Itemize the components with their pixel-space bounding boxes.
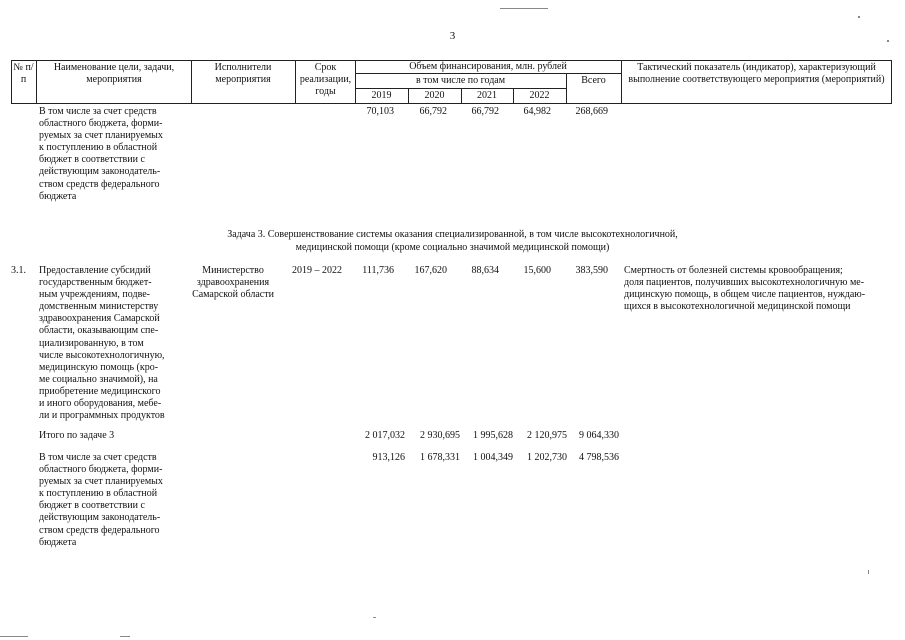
scan-mark — [0, 636, 28, 637]
value-2020: 2 930,695 — [420, 430, 460, 441]
header-executor: Исполнители мероприятия — [214, 62, 272, 85]
row-executor: Министерство здравоохранения Самарской области — [192, 265, 274, 301]
page-number: 3 — [449, 30, 456, 42]
header-indicator: Тактический показатель (индикатор), характеризующий выполнение соответствующего мероприятия (мероприятий) — [628, 62, 885, 85]
row-term: 2019 – 2022 — [292, 265, 342, 276]
header-term: Срок реализации, годы — [299, 62, 352, 97]
value-2022: 1 202,730 — [527, 452, 567, 463]
value-2021: 88,634 — [471, 265, 499, 276]
header-total: Всего — [581, 75, 606, 86]
value-2019: 2 017,032 — [365, 430, 405, 441]
task-title: Задача 3. Совершенствование системы оказания специализированной, в том числе высокотехнологичной, медицинской помощи (кроме социально значимой медицинской помощи) — [227, 229, 678, 253]
row-indicator: Смертность от болезней системы кровообращения; доля пациентов, получивших высокотехнологичную ме- дицинскую помощь, в общем числе пациентов, нуждаю- щихся в высокотехнологичной медицинской помощи — [624, 265, 866, 313]
value-total: 268,669 — [575, 106, 608, 117]
value-total: 383,590 — [575, 265, 608, 276]
value-2019: 111,736 — [362, 265, 394, 276]
value-2021: 1 995,628 — [473, 430, 513, 441]
scan-mark — [373, 617, 376, 618]
header-by-years: в том числе по годам — [415, 75, 506, 86]
scan-mark — [858, 16, 860, 18]
value-2021: 66,792 — [471, 106, 499, 117]
value-2022: 64,982 — [523, 106, 551, 117]
scan-mark — [887, 40, 889, 42]
value-2021: 1 004,349 — [473, 452, 513, 463]
row-name: Итого по задаче 3 — [39, 430, 115, 441]
value-2020: 167,620 — [414, 265, 447, 276]
scan-mark — [500, 8, 548, 9]
row-name: В том числе за счет средств областного бюджета, форми- руемых за счет планируемых к поступлению в областной бюджет в соответствии с действующим законодатель- ством средств федерального бюджета — [39, 106, 163, 202]
header-year: 2019 — [371, 90, 392, 101]
header-year: 2020 — [424, 90, 445, 101]
row-name: В том числе за счет средств областного бюджета, форми- руемых за счет планируемых к поступлению в областной бюджет в соответствии с действующим законодатель- ством средств федерального бюджета — [39, 452, 163, 548]
value-total: 4 798,536 — [579, 452, 619, 463]
value-2022: 15,600 — [523, 265, 551, 276]
scan-mark — [120, 636, 130, 637]
header-no: № п/п — [13, 62, 34, 85]
header-financing: Объем финансирования, млн. рублей — [409, 61, 567, 72]
value-2020: 66,792 — [419, 106, 447, 117]
value-2019: 70,103 — [366, 106, 394, 117]
row-number: 3.1. — [11, 265, 26, 276]
header-year: 2022 — [529, 90, 550, 101]
header-year: 2021 — [477, 90, 497, 101]
value-2022: 2 120,975 — [527, 430, 567, 441]
value-total: 9 064,330 — [579, 430, 619, 441]
header-name: Наименование цели, задачи, мероприятия — [53, 62, 175, 85]
scan-mark — [868, 570, 869, 574]
table-header — [11, 60, 892, 104]
value-2019: 913,126 — [372, 452, 405, 463]
value-2020: 1 678,331 — [420, 452, 460, 463]
row-name: Предоставление субсидий государственным бюджет- ным учреждениям, подве- домственным министерству здравоохранения Самарской области, оказывающим спе- циализированную, в том числе высокотехнологичную, медицинскую помощь (кро- ме социально значимой), на приобретение медицинского и иного оборудования, мебе- ли и программных продуктов — [39, 265, 165, 422]
